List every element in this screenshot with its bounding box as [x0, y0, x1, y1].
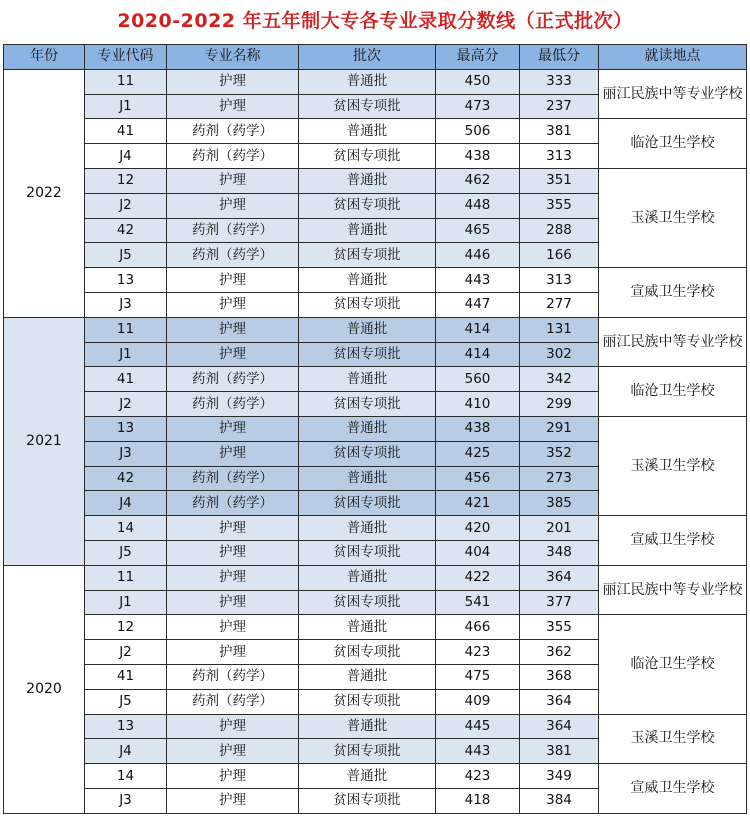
year-header: 年份	[4, 45, 85, 70]
major-code-cell: J5	[85, 689, 167, 714]
page-title: 2020-2022 年五年制大专各专业录取分数线（正式批次）	[117, 10, 633, 32]
max-score-cell: 448	[436, 193, 520, 218]
major-code-cell: J3	[85, 788, 167, 813]
max-score-cell: 422	[436, 565, 520, 590]
major-name-cell: 药剂（药学）	[167, 491, 299, 516]
major-name-cell: 护理	[167, 416, 299, 441]
major-name-cell: 护理	[167, 317, 299, 342]
table-row	[4, 565, 747, 590]
max-score-cell: 445	[436, 714, 520, 739]
major-code-cell: J2	[85, 193, 167, 218]
max-score-cell: 425	[436, 441, 520, 466]
major-code-cell: J2	[85, 392, 167, 417]
major-name-cell: 护理	[167, 788, 299, 813]
min-score-cell: 288	[520, 218, 599, 243]
batch-cell: 普通批	[299, 565, 436, 590]
max-score-cell: 438	[436, 416, 520, 441]
major-code-cell: 11	[85, 565, 167, 590]
max-score-cell: 447	[436, 292, 520, 317]
min-score-cell: 166	[520, 243, 599, 268]
max-score-cell: 423	[436, 640, 520, 665]
major-name-cell: 护理	[167, 516, 299, 541]
major-code-cell: J5	[85, 540, 167, 565]
max-score-cell: 410	[436, 392, 520, 417]
major-code-cell: J2	[85, 640, 167, 665]
major-name-cell: 护理	[167, 739, 299, 764]
max-score-cell: 462	[436, 168, 520, 193]
batch-cell: 贫困专项批	[299, 94, 436, 119]
min-score-cell: 362	[520, 640, 599, 665]
max-score-cell: 423	[436, 764, 520, 789]
table-row	[4, 416, 747, 441]
major-code-cell: 14	[85, 764, 167, 789]
batch-cell: 普通批	[299, 367, 436, 392]
major-header: 专业名称	[167, 45, 299, 70]
major-name-cell: 药剂（药学）	[167, 119, 299, 144]
batch-cell: 普通批	[299, 615, 436, 640]
location-cell: 丽江民族中等专业学校	[599, 317, 747, 367]
batch-cell: 贫困专项批	[299, 540, 436, 565]
max-score-cell: 438	[436, 144, 520, 169]
major-code-cell: J5	[85, 243, 167, 268]
table-row	[4, 714, 747, 739]
major-code-cell: 14	[85, 516, 167, 541]
year-cell: 2020	[4, 565, 85, 813]
batch-cell: 贫困专项批	[299, 193, 436, 218]
min-score-cell: 313	[520, 144, 599, 169]
batch-cell: 普通批	[299, 168, 436, 193]
max-score-cell: 443	[436, 739, 520, 764]
batch-cell: 贫困专项批	[299, 392, 436, 417]
batch-cell: 贫困专项批	[299, 243, 436, 268]
major-code-cell: J1	[85, 590, 167, 615]
batch-cell: 贫困专项批	[299, 788, 436, 813]
min-score-header: 最低分	[520, 45, 599, 70]
table-row	[4, 69, 747, 94]
major-code-cell: 12	[85, 615, 167, 640]
major-name-cell: 护理	[167, 640, 299, 665]
major-name-cell: 药剂（药学）	[167, 367, 299, 392]
min-score-cell: 384	[520, 788, 599, 813]
min-score-cell: 364	[520, 689, 599, 714]
batch-cell: 贫困专项批	[299, 640, 436, 665]
min-score-cell: 299	[520, 392, 599, 417]
location-cell: 宣威卫生学校	[599, 516, 747, 566]
batch-cell: 贫困专项批	[299, 590, 436, 615]
batch-cell: 普通批	[299, 218, 436, 243]
max-score-cell: 506	[436, 119, 520, 144]
min-score-cell: 349	[520, 764, 599, 789]
max-score-cell: 421	[436, 491, 520, 516]
location-cell: 玉溪卫生学校	[599, 416, 747, 515]
major-name-cell: 药剂（药学）	[167, 144, 299, 169]
major-code-cell: 13	[85, 416, 167, 441]
table-row	[4, 268, 747, 293]
min-score-cell: 348	[520, 540, 599, 565]
batch-cell: 贫困专项批	[299, 342, 436, 367]
min-score-cell: 355	[520, 193, 599, 218]
location-cell: 丽江民族中等专业学校	[599, 565, 747, 615]
major-name-cell: 护理	[167, 193, 299, 218]
min-score-cell: 364	[520, 565, 599, 590]
major-code-cell: J1	[85, 94, 167, 119]
location-cell: 临沧卫生学校	[599, 119, 747, 169]
major-name-cell: 护理	[167, 590, 299, 615]
batch-cell: 普通批	[299, 69, 436, 94]
major-name-cell: 药剂（药学）	[167, 392, 299, 417]
min-score-cell: 313	[520, 268, 599, 293]
location-cell: 宣威卫生学校	[599, 764, 747, 814]
major-name-cell: 护理	[167, 292, 299, 317]
major-code-cell: 42	[85, 218, 167, 243]
table-row	[4, 615, 747, 640]
batch-header: 批次	[299, 45, 436, 70]
major-code-cell: 12	[85, 168, 167, 193]
batch-cell: 贫困专项批	[299, 292, 436, 317]
major-code-cell: 13	[85, 714, 167, 739]
table-row	[4, 119, 747, 144]
min-score-cell: 333	[520, 69, 599, 94]
major-code-cell: J4	[85, 739, 167, 764]
max-score-cell: 456	[436, 466, 520, 491]
major-code-cell: 42	[85, 466, 167, 491]
min-score-cell: 377	[520, 590, 599, 615]
major-code-cell: J3	[85, 292, 167, 317]
max-score-cell: 473	[436, 94, 520, 119]
major-name-cell: 药剂（药学）	[167, 664, 299, 689]
max-score-cell: 420	[436, 516, 520, 541]
batch-cell: 普通批	[299, 764, 436, 789]
code-header: 专业代码	[85, 45, 167, 70]
max-score-cell: 418	[436, 788, 520, 813]
location-cell: 玉溪卫生学校	[599, 714, 747, 764]
header-row	[4, 45, 747, 70]
max-score-cell: 560	[436, 367, 520, 392]
major-code-cell: 41	[85, 119, 167, 144]
major-name-cell: 护理	[167, 342, 299, 367]
table-row	[4, 317, 747, 342]
major-name-cell: 护理	[167, 714, 299, 739]
max-score-cell: 465	[436, 218, 520, 243]
max-score-cell: 450	[436, 69, 520, 94]
major-code-cell: 41	[85, 367, 167, 392]
min-score-cell: 277	[520, 292, 599, 317]
min-score-cell: 201	[520, 516, 599, 541]
batch-cell: 贫困专项批	[299, 739, 436, 764]
batch-cell: 贫困专项批	[299, 491, 436, 516]
location-header: 就读地点	[599, 45, 747, 70]
batch-cell: 普通批	[299, 119, 436, 144]
major-name-cell: 护理	[167, 69, 299, 94]
min-score-cell: 364	[520, 714, 599, 739]
year-cell: 2022	[4, 69, 85, 317]
location-cell: 丽江民族中等专业学校	[599, 69, 747, 119]
max-score-cell: 414	[436, 317, 520, 342]
major-name-cell: 护理	[167, 540, 299, 565]
major-name-cell: 护理	[167, 615, 299, 640]
batch-cell: 普通批	[299, 466, 436, 491]
major-code-cell: 13	[85, 268, 167, 293]
major-name-cell: 护理	[167, 764, 299, 789]
table-row	[4, 764, 747, 789]
major-name-cell: 护理	[167, 565, 299, 590]
min-score-cell: 342	[520, 367, 599, 392]
major-code-cell: 11	[85, 69, 167, 94]
year-cell: 2021	[4, 317, 85, 565]
max-score-cell: 414	[436, 342, 520, 367]
max-score-header: 最高分	[436, 45, 520, 70]
major-code-cell: 41	[85, 664, 167, 689]
major-name-cell: 药剂（药学）	[167, 243, 299, 268]
major-code-cell: 11	[85, 317, 167, 342]
major-name-cell: 药剂（药学）	[167, 466, 299, 491]
major-code-cell: J4	[85, 491, 167, 516]
min-score-cell: 368	[520, 664, 599, 689]
batch-cell: 普通批	[299, 714, 436, 739]
batch-cell: 普通批	[299, 268, 436, 293]
major-code-cell: J4	[85, 144, 167, 169]
major-name-cell: 护理	[167, 441, 299, 466]
min-score-cell: 237	[520, 94, 599, 119]
major-name-cell: 药剂（药学）	[167, 689, 299, 714]
batch-cell: 普通批	[299, 516, 436, 541]
max-score-cell: 475	[436, 664, 520, 689]
min-score-cell: 291	[520, 416, 599, 441]
table-body	[4, 69, 747, 813]
min-score-cell: 385	[520, 491, 599, 516]
batch-cell: 普通批	[299, 664, 436, 689]
admission-score-table	[3, 44, 747, 814]
max-score-cell: 404	[436, 540, 520, 565]
major-code-cell: J3	[85, 441, 167, 466]
min-score-cell: 355	[520, 615, 599, 640]
max-score-cell: 466	[436, 615, 520, 640]
major-name-cell: 护理	[167, 94, 299, 119]
min-score-cell: 131	[520, 317, 599, 342]
batch-cell: 贫困专项批	[299, 689, 436, 714]
batch-cell: 贫困专项批	[299, 144, 436, 169]
min-score-cell: 351	[520, 168, 599, 193]
max-score-cell: 409	[436, 689, 520, 714]
batch-cell: 贫困专项批	[299, 441, 436, 466]
table-row	[4, 367, 747, 392]
major-name-cell: 护理	[167, 168, 299, 193]
major-name-cell: 药剂（药学）	[167, 218, 299, 243]
major-name-cell: 护理	[167, 268, 299, 293]
max-score-cell: 443	[436, 268, 520, 293]
table-row	[4, 516, 747, 541]
max-score-cell: 446	[436, 243, 520, 268]
location-cell: 玉溪卫生学校	[599, 168, 747, 267]
min-score-cell: 381	[520, 119, 599, 144]
batch-cell: 普通批	[299, 317, 436, 342]
min-score-cell: 273	[520, 466, 599, 491]
location-cell: 临沧卫生学校	[599, 615, 747, 714]
min-score-cell: 381	[520, 739, 599, 764]
min-score-cell: 302	[520, 342, 599, 367]
location-cell: 宣威卫生学校	[599, 268, 747, 318]
major-code-cell: J1	[85, 342, 167, 367]
batch-cell: 普通批	[299, 416, 436, 441]
max-score-cell: 541	[436, 590, 520, 615]
min-score-cell: 352	[520, 441, 599, 466]
table-row	[4, 168, 747, 193]
location-cell: 临沧卫生学校	[599, 367, 747, 417]
